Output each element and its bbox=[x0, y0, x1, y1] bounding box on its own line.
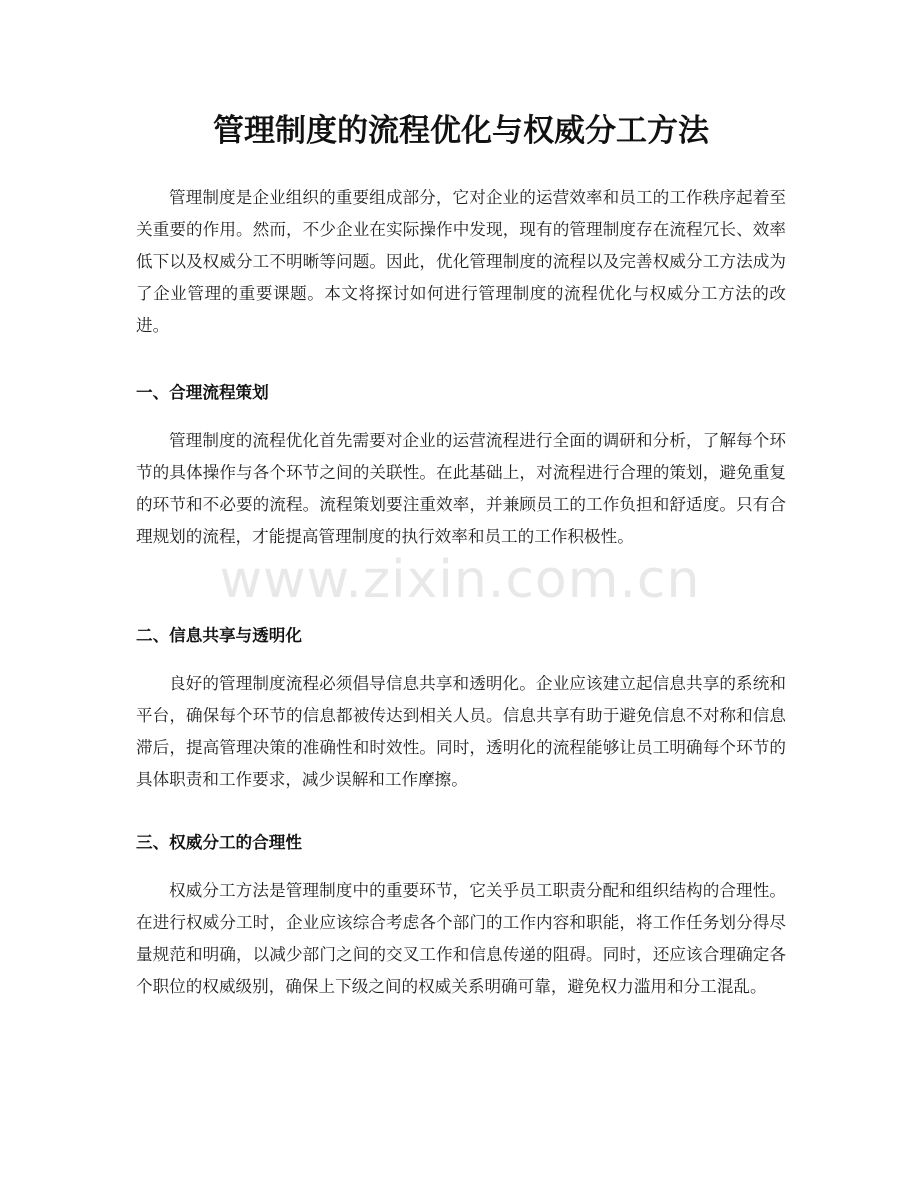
intro-paragraph: 管理制度是企业组织的重要组成部分，它对企业的运营效率和员工的工作秩序起着至关重要的作用。然而，不少企业在实际操作中发现，现有的管理制度存在流程冗长、效率低下以及权威分工不明晰等问题。因此，优化管理制度的流程以及完善权威分工方法成为了企业管理的重要课题。本文将探讨如何进行管理制度的流程优化与权威分工方法的改进。 bbox=[136, 188, 786, 335]
section-body-1: 管理制度的流程优化首先需要对企业的运营流程进行全面的调研和分析，了解每个环节的具体操作与各个环节之间的关联性。在此基础上，对流程进行合理的策划，避免重复的环节和不必要的流程。流程策划要注重效率，并兼顾员工的工作负担和舒适度。只有合理规划的流程，才能提高管理制度的执行效率和员工的工作积极性。 bbox=[136, 431, 786, 546]
watermark: www.zixin.com.cn bbox=[219, 550, 701, 610]
document-title: 管理制度的流程优化与权威分工方法 bbox=[213, 113, 709, 149]
section-body-2: 良好的管理制度流程必须倡导信息共享和透明化。企业应该建立起信息共享的系统和平台，确保每个环节的信息都被传达到相关人员。信息共享有助于避免信息不对称和信息滞后，提高管理决策的准确性和时效性。同时，透明化的流程能够让员工明确每个环节的具体职责和工作要求，减少误解和工作摩擦。 bbox=[136, 674, 786, 789]
section-body-3: 权威分工方法是管理制度中的重要环节，它关乎员工职责分配和组织结构的合理性。在进行权威分工时，企业应该综合考虑各个部门的工作内容和职能，将工作任务划分得尽量规范和明确，以减少部门之间的交叉工作和信息传递的阻碍。同时，还应该合理确定各个职位的权威级别，确保上下级之间的权威关系明确可靠，避免权力滥用和分工混乱。 bbox=[136, 881, 786, 996]
section-heading-2: 二、信息共享与透明化 bbox=[136, 626, 302, 645]
section-heading-1: 一、合理流程策划 bbox=[136, 383, 269, 402]
section-heading-3: 三、权威分工的合理性 bbox=[136, 833, 302, 852]
